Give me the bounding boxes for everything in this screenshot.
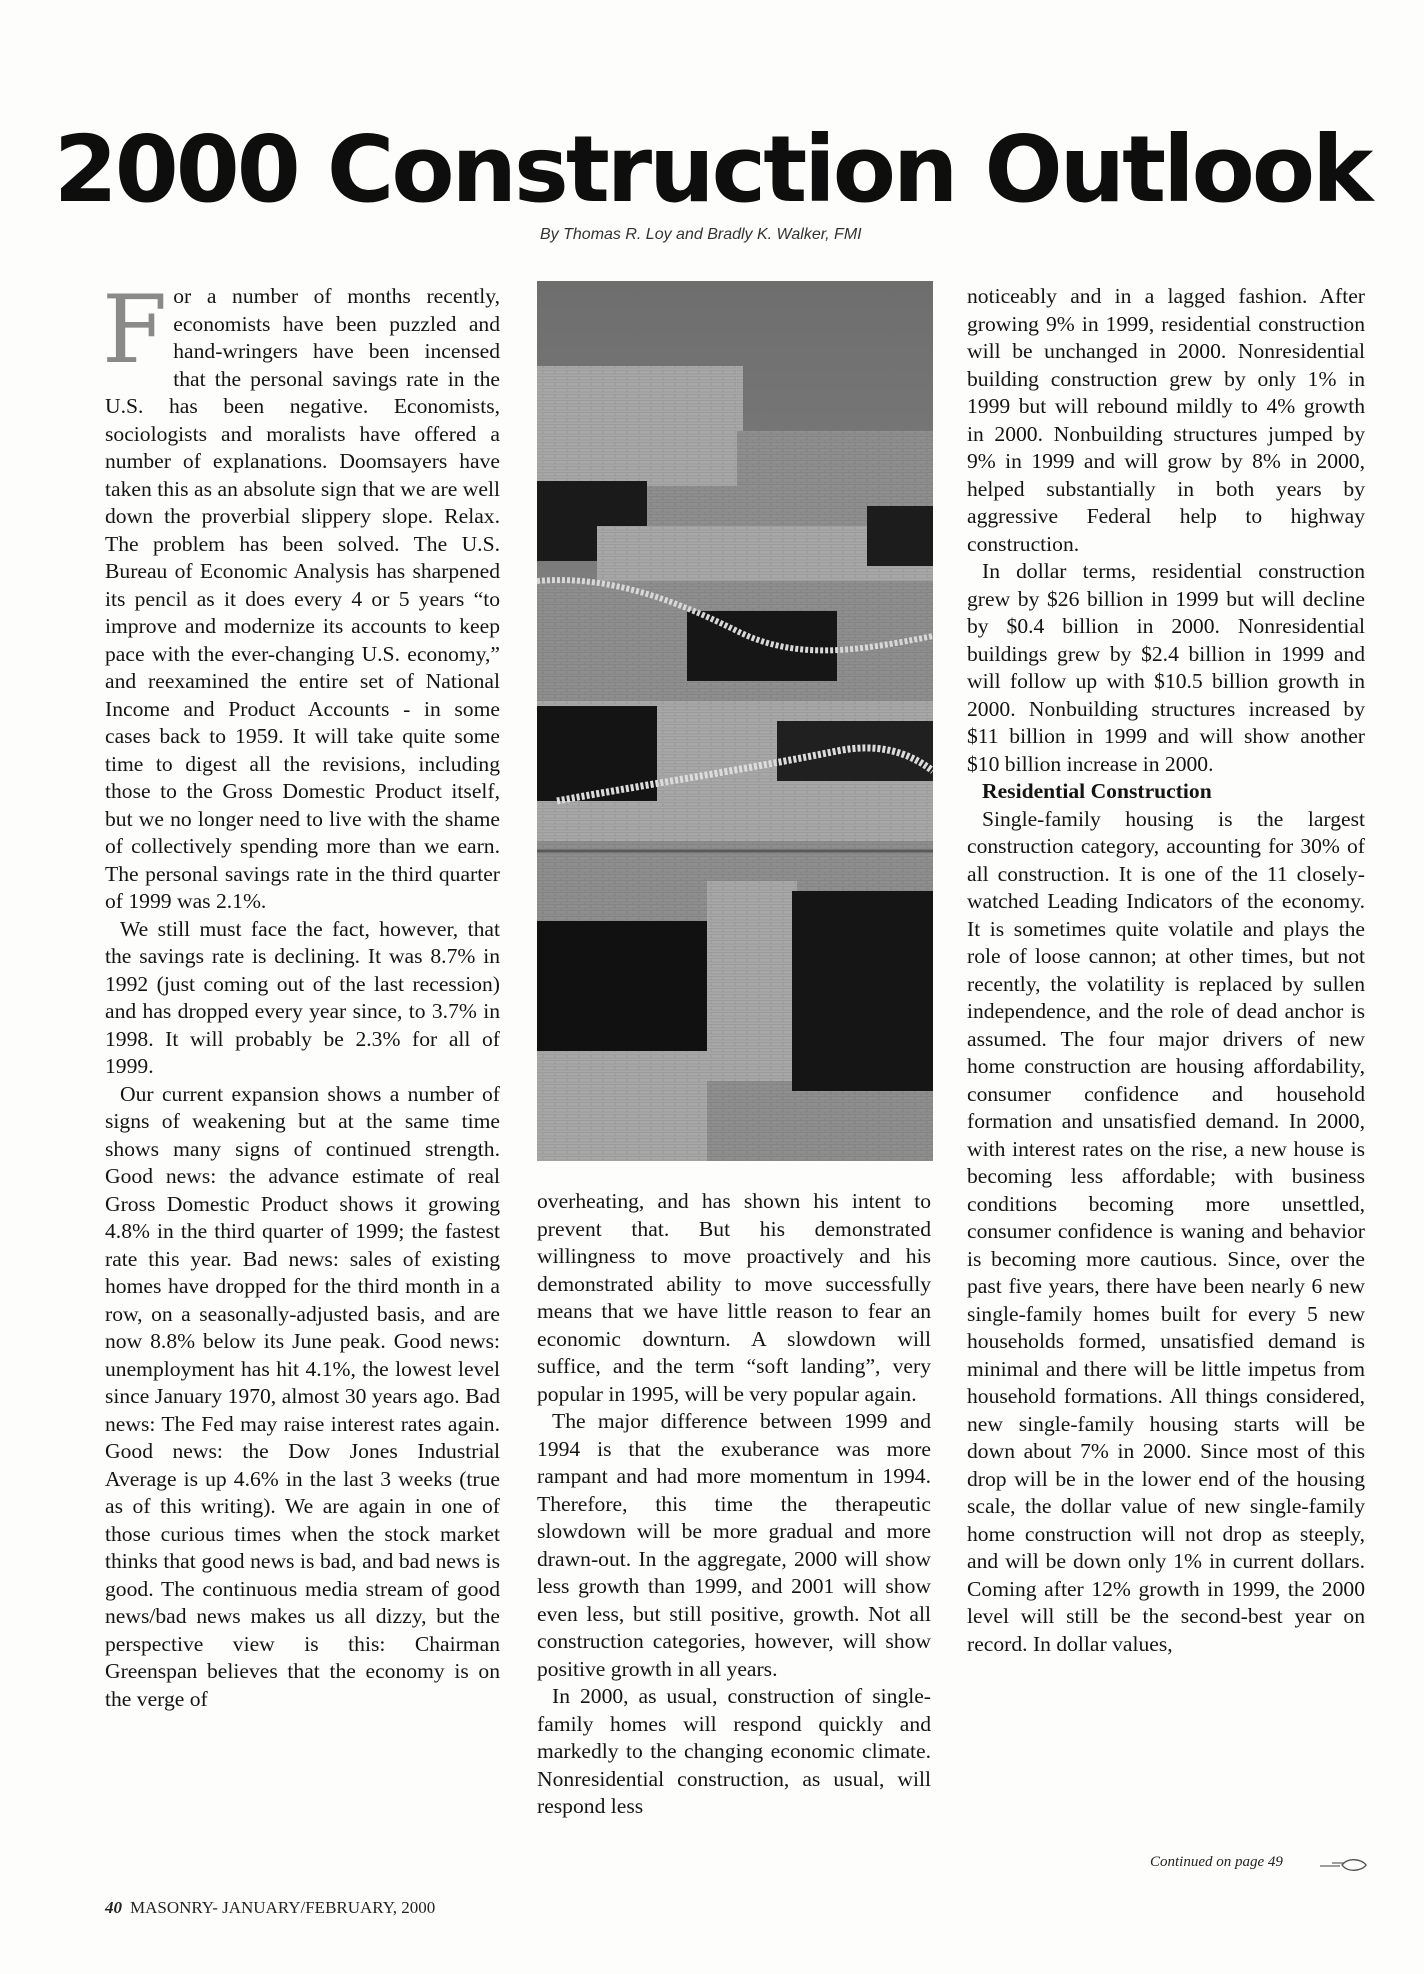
continued-note: Continued on page 49 [1150, 1854, 1283, 1870]
paragraph-1 [102, 276, 500, 916]
paragraph-6: In 2000, as usual, construction of single-family homes will respond quickly and markedly to the changing economic climate. Nonresidential construction, as usual, will respond less [537, 1684, 931, 1818]
section-heading: Residential Construction [982, 779, 1212, 803]
article-title: 2000 Construction Outlook [53, 116, 1371, 223]
paragraph-8: In dollar terms, residential construction grew by $26 billion in 1999 but will decline by $0.4 billion in 2000. Nonresidential buildings grew by $2.4 billion in 1999 and will follow up with $10.5 billion growth in 2000. Nonbuilding structures increased by $11 billion in 1999 and will show another $10 billion increase in 2000. [967, 559, 1365, 776]
column-3 [967, 283, 1365, 1658]
paragraph-7: noticeably and in a lagged fashion. After growing 9% in 1999, residential construction will be unchanged in 2000. Nonresidential building construction grew by only 1% in 1999 but will rebound mildly to 4% growth in 2000. Nonbuilding structures jumped by 9% in 1999 and will grow by 8% in 2000, helped substantially in both years by aggressive Federal help to highway construction. [967, 284, 1365, 556]
column-1 [102, 276, 500, 1713]
page-footer [105, 1898, 435, 1918]
publication-line: MASONRY- JANUARY/FEBRUARY, 2000 [130, 1898, 436, 1917]
building-photo [537, 281, 933, 1161]
paragraph-4: overheating, and has shown his intent to prevent that. But his demonstrated willingness to move proactively and his demonstrated ability to move successfully means that we have little reason to fear an economic downturn. A slowdown will suffice, and the term “soft landing”, very popular in 1995, will be very popular again. [537, 1189, 931, 1406]
column-2 [537, 1188, 931, 1821]
page-number: 40 [105, 1898, 122, 1917]
paragraph-1-text: or a number of months recently, economists have been puzzled and hand-wringers have been incensed that the personal savings rate in the U.S. has been negative. Economists, sociologists and moralists have offered a number of explanations. Doomsayers have taken this as an absolute sign that we are well down the proverbial slippery slope. Relax. The problem has been solved. The U.S. Bureau of Economic Analysis has sharpened its pencil as it does every 4 or 5 years “to improve and modernize its accounts to keep pace with the ever-changing U.S. economy,” and reexamined the entire set of National Income and Product Accounts - in some cases back to 1959. It will take quite some time to digest all the revisions, including those to the Gross Domestic Product itself, but we no longer need to live with the shame of collectively spending more than we earn. The personal savings rate in the third quarter of 1999 was 2.1%. [105, 284, 500, 913]
byline: By Thomas R. Loy and Bradly K. Walker, FMI [540, 226, 862, 243]
paragraph-5: The major difference between 1999 and 1994 is that the exuberance was more rampant and had more momentum in 1994. Therefore, this time the therapeutic slowdown will be more gradual and more drawn-out. In the aggregate, 2000 will show less growth than 1999, and 2001 will show even less, but still positive, growth. Not all construction categories, however, will show positive growth in all years. [537, 1409, 931, 1681]
drop-cap: F [102, 276, 168, 385]
paragraph-2: We still must face the fact, however, that the savings rate is declining. It was 8.7% in 1992 (just coming out of the last recession) and has dropped every year since, to 3.7% in 1998. It will probably be 2.3% for all of 1999. [105, 916, 500, 1078]
paragraph-3: Our current expansion shows a number of signs of weakening but at the same time shows many signs of continued strength. Good news: the advance estimate of real Gross Domestic Product shows it growing 4.8% in the third quarter of 1999; the fastest rate this year. Bad news: sales of existing homes have dropped for the third month in a row, on a seasonally-adjusted basis, and are now 8.8% below its June peak. Good news: unemployment has hit 4.1%, the lowest level since January 1970, almost 30 years ago. Bad news: The Fed may raise interest rates again. Good news: the Dow Jones Industrial Average is up 4.6% in the last 3 weeks (true as of this writing). We are again in one of those curious times when the stock market thinks that good news is bad, and bad news is good. The continuous media stream of good news/bad news makes us all dizzy, but the perspective view is this: Chairman Greenspan believes that the economy is on the verge of [105, 1081, 500, 1711]
continued-arrow-icon [1318, 1858, 1368, 1872]
paragraph-9: Single-family housing is the largest construction category, accounting for 30% of all construction. It is one of the 11 closely-watched Leading Indicators of the economy. It is sometimes quite volatile and plays the role of loose cannon; at other times, but not recently, the volatility is replaced by sullen independence, and the role of dead anchor is assumed. The four major drivers of new home construction are housing affordability, consumer confidence and household formation and unsatisfied demand. In 2000, with interest rates on the rise, a new house is becoming less affordable; with business conditions becoming more unsettled, consumer confidence is waning and behavior is becoming more cautious. Since, over the past five years, there have been nearly 6 new single-family homes built for every 5 new households formed, unsatisfied demand is minimal and there will be little impetus from household formations. All things considered, new single-family housing starts will be down about 7% in 2000. Since most of this drop will be in the lower end of the housing scale, the dollar value of new single-family home construction will not drop as steeply, and will be down only 1% in current dollars. Coming after 12% growth in 1999, the 2000 level will still be the second-best year on record. In dollar values, [967, 806, 1365, 1656]
